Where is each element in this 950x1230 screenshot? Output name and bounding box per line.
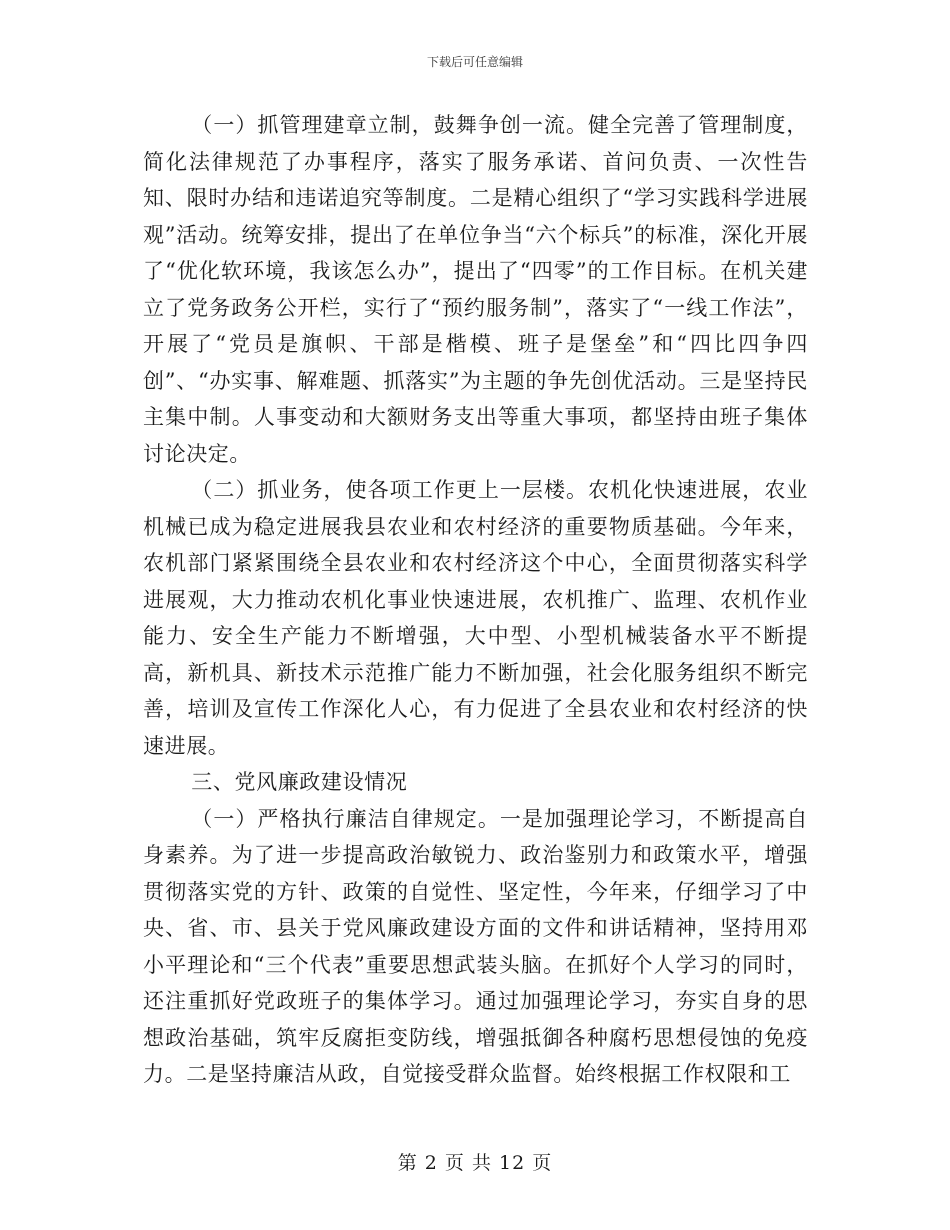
paragraph-business: （二）抓业务，使各项工作更上一层楼。农机化快速进展，农业机械已成为稳定进展我县农业和农村经济的重要物质基础。今年来，农机部门紧紧围绕全县农业和农村经济这个中心，全面贯彻落实科学进展观，大力推动农机化事业快速进展，农机推广、监理、农机作业能力、安全生产能力不断增强，大中型、小型机械装备水平不断提高，新机具、新技术示范推广能力不断加强，社会化服务组织不断完善，培训及宣传工作深化人心，有力促进了全县农业和农村经济的快速进展。 <box>143 478 808 758</box>
page-header-note: 下载后可任意编辑 <box>426 55 523 69</box>
section-heading-party-conduct: 三、党风廉政建设情况 <box>191 770 408 794</box>
document-body <box>143 107 808 1093</box>
page-number-footer: 第 2 页 共 12 页 <box>397 1152 553 1174</box>
paragraph-management: （一）抓管理建章立制，鼓舞争创一流。健全完善了管理制度，简化法律规范了办事程序，落实了服务承诺、首问负责、一次性告知、限时办结和违诺追究等制度。二是精心组织了“学习实践科学进展观”活动。统筹安排，提出了在单位争当“六个标兵”的标准，深化开展了“优化软环境，我该怎么办”，提出了“四零”的工作目标。在机关建立了党务政务公开栏，实行了“预约服务制”，落实了“一线工作法”，开展了“党员是旗帜、干部是楷模、班子是堡垒”和“四比四争四创”、“办实事、解难题、抓落实”为主题的争先创优活动。三是坚持民主集中制。人事变动和大额财务支出等重大事项，都坚持由班子集体讨论决定。 <box>143 113 808 466</box>
paragraph-integrity: （一）严格执行廉洁自律规定。一是加强理论学习，不断提高自身素养。为了进一步提高政治敏锐力、政治鉴别力和政策水平，增强贯彻落实党的方针、政策的自觉性、坚定性，今年来，仔细学习了中央、省、市、县关于党风廉政建设方面的文件和讲话精神，坚持用邓小平理论和“三个代表”重要思想武装头脑。在抓好个人学习的同时，还注重抓好党政班子的集体学习。通过加强理论学习，夯实自身的思想政治基础，筑牢反腐拒变防线，增强抵御各种腐朽思想侵蚀的免疫力。二是坚持廉洁从政，自觉接受群众监督。始终根据工作权限和工 <box>143 806 808 1086</box>
